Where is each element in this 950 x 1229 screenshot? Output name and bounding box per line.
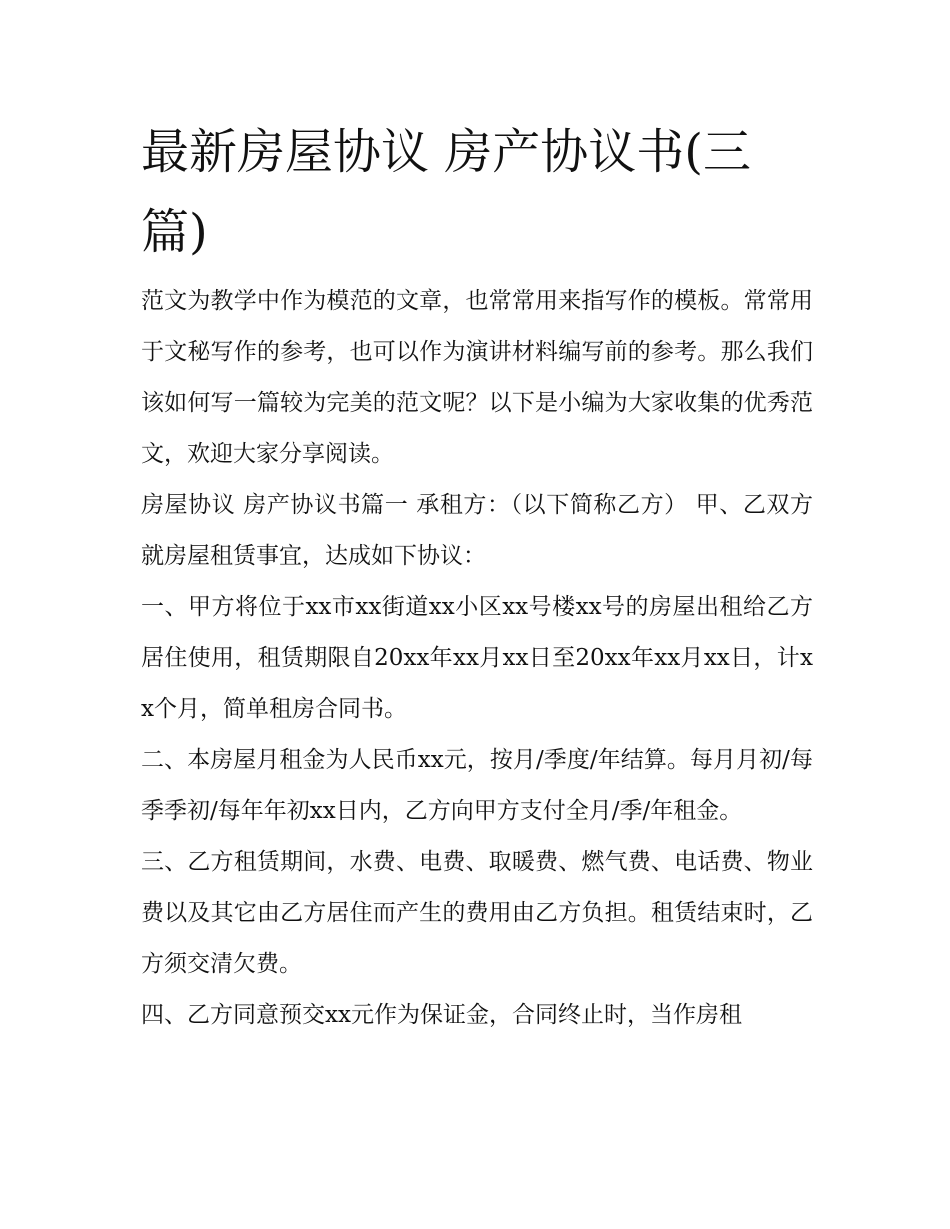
clause-1: 一、甲方将位于xx市xx街道xx小区xx号楼xx号的房屋出租给乙方居住使用，租赁期限自20xx年xx月xx日至20xx年xx月xx日，计xx个月，简单租房合同书。 [141, 594, 813, 722]
clause-3: 三、乙方租赁期间，水费、电费、取暖费、燃气费、电话费、物业费以及其它由乙方居住而产生的费用由乙方负担。租赁结束时，乙方须交清欠费。 [141, 849, 813, 977]
intro-paragraph: 范文为教学中作为模范的文章，也常常用来指写作的模板。常常用于文秘写作的参考，也可以作为演讲材料编写前的参考。那么我们该如何写一篇较为完美的范文呢？以下是小编为大家收集的优秀范文，欢迎大家分享阅读。 [141, 288, 813, 467]
clause-4: 四、乙方同意预交xx元作为保证金，合同终止时，当作房租 [141, 1002, 742, 1028]
agreement-preamble: 房屋协议 房产协议书篇一 承租方：（以下简称乙方） 甲、乙双方就房屋租赁事宜，达成如下协议： [141, 492, 813, 569]
document-title: 最新房屋协议 房产协议书(三篇) [141, 124, 751, 260]
clause-2: 二、本房屋月租金为人民币xx元，按月/季度/年结算。每月月初/每季季初/每年年初xx日内，乙方向甲方支付全月/季/年租金。 [141, 747, 813, 824]
document-body [141, 276, 813, 1041]
